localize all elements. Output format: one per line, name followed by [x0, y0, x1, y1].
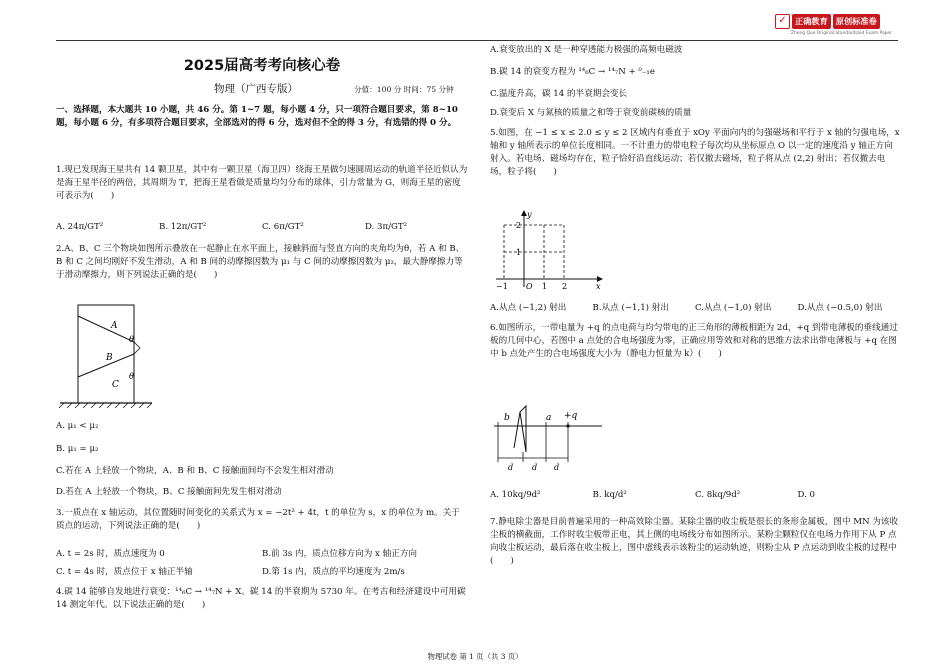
q1-options	[56, 221, 468, 234]
q5-option-a[interactable]: A.从点 (−1,2) 射出	[490, 303, 567, 313]
brand-tagline: Zheng Que Original Standardized Exam Paper	[791, 31, 892, 36]
q6-dim-d3: d	[554, 463, 560, 472]
q4-option-c[interactable]: C.温度升高，碳 14 的半衰期会变长	[490, 89, 628, 99]
subject-title: 物理（广西专版）	[214, 83, 298, 95]
q6-figure	[490, 402, 610, 474]
q5-tick-y1: 1	[516, 248, 522, 257]
q2-label-c: C	[112, 380, 119, 390]
q6-dim-d2: d	[532, 463, 538, 472]
page-footer: 物理试卷 第 1 页（共 3 页）	[427, 652, 523, 661]
q2-theta-bottom: θ	[129, 372, 134, 381]
q4-option-d[interactable]: D.衰变后 X 与氮核的质量之和等于衰变前碳核的质量	[490, 108, 692, 118]
q6-label-b: b	[504, 413, 510, 423]
q6-options	[490, 489, 900, 502]
header-rule	[56, 40, 898, 41]
page-title: 2025届高考考向核心卷	[183, 58, 341, 74]
q2-figure	[56, 302, 166, 412]
q6-option-d[interactable]: D. 0	[797, 490, 816, 500]
q3-stem: 3.一质点在 x 轴运动，其位置随时间变化的关系式为 x = −2t² + 4t，t 的单位为 s，x 的单位为 m。关于质点的运动，下列说法正确的是( )	[56, 508, 460, 531]
q2-wedge-tip	[134, 342, 140, 354]
exam-meta: 分值：100 分 时间：75 分钟	[354, 85, 454, 94]
q2-label-b: B	[106, 353, 113, 363]
q2-option-d[interactable]: D.若在 A 上轻放一个物块，B、C 接触面间先发生相对滑动	[56, 487, 282, 497]
q3-option-a[interactable]: A. t = 2s 时，质点速度为 0	[56, 549, 165, 559]
q5-y-label: y	[527, 210, 532, 219]
q5-option-b[interactable]: B.从点 (−1,1) 射出	[592, 303, 669, 313]
q4-option-b[interactable]: B.碳 14 的衰变方程为 ¹⁴₆C → ¹⁴₇N + ⁰₋₁e	[490, 67, 655, 77]
brand-logo	[775, 14, 892, 36]
q6-label-a: a	[546, 413, 552, 423]
q3-options-row2	[56, 566, 468, 579]
q5-figure	[490, 207, 610, 293]
q6-dim-d1: d	[508, 463, 514, 472]
q3-option-c[interactable]: C. t = 4s 时，质点位于 x 轴正半轴	[56, 567, 193, 577]
q5-x-label: x	[596, 282, 601, 291]
q2-option-c[interactable]: C.若在 A 上轻放一个物块，A、B 和 B、C 接触面间均不会发生相对滑动	[56, 466, 334, 476]
q5-origin-label: O	[526, 282, 533, 291]
q2-interface-ab	[78, 316, 134, 342]
check-icon: ✓	[775, 14, 790, 29]
q3-option-b[interactable]: B.前 3s 内，质点位移方向为 x 轴正方向	[262, 549, 418, 559]
q4-stem: 4.碳 14 能够自发地进行衰变：¹⁴₆C → ¹⁴₇N + X。碳 14 的半衰期为 5730 年。在考古和经济建设中可用碳 14 测定年代。以下说法正确的是( )	[56, 587, 466, 610]
q1-stem: 1.现已发现海王星共有 14 颗卫星，其中有一颗卫星（海卫四）绕海王星做匀速圆周运动的轨道半径近似认为是海王星半径的两倍，其周期为 T，把海王星看做是质量均匀分布的球体，引力常量为 G，则海王星的密度可表示为( )	[56, 165, 468, 201]
q5-grid	[504, 225, 564, 279]
brand-name-1: 正确教育	[792, 14, 831, 29]
q5-tick-x1: 1	[542, 282, 548, 291]
q5-option-c[interactable]: C.从点 (−1,0) 射出	[695, 303, 772, 313]
q6-option-c[interactable]: C. 8kq/9d²	[695, 490, 741, 500]
q6-dimension-ticks	[498, 422, 568, 462]
q5-option-d[interactable]: D.从点 (−0.5,0) 射出	[797, 303, 883, 313]
q5-tick-xm1: −1	[496, 282, 508, 291]
q5-tick-y2: 2	[516, 221, 522, 230]
q2-ground-hatch	[59, 403, 152, 408]
q1-option-b[interactable]: B. 12π/GT²	[159, 222, 207, 232]
q5-options	[490, 302, 900, 315]
q5-tick-x2: 2	[562, 282, 568, 291]
q2-theta-top: θ	[129, 335, 134, 344]
q2-option-a[interactable]: A. μ₁ < μ₂	[56, 421, 99, 431]
q2-option-b[interactable]: B. μ₁ = μ₂	[56, 444, 99, 454]
q6-plate-edge	[514, 412, 520, 448]
q6-option-a[interactable]: A. 10kq/9d²	[490, 490, 541, 500]
brand-name-2: 原创标准卷	[833, 14, 880, 29]
q4-option-a[interactable]: A.衰变放出的 X 是一种穿透能力极强的高频电磁波	[490, 45, 683, 55]
q6-triangle-plate	[520, 406, 526, 452]
section-instructions: 一、选择题，本大题共 10 小题，共 46 分。第 1~7 题，每小题 4 分，只一项符合题目要求，第 8~10 题，每小题 6 分，有多项符合题目要求，全部选对的得 6 分，选对但不全的得 3 分，有选错的得 0 分。	[56, 105, 458, 128]
q1-option-a[interactable]: A. 24π/GT²	[56, 222, 104, 232]
q6-stem: 6.如图所示，一带电量为 +q 的点电荷与均匀带电的正三角形的薄板相距为 2d，+q 到带电薄板的垂线通过板的几何中心，若图中 a 点处的合电场强度为零，正确应用等效和对称的思维方法求出带电薄板与 +q 在图中 b 点处产生的合电场强度大小为（静电力恒量为 k）( )	[490, 323, 898, 359]
q3-option-d[interactable]: D.第 1s 内，质点的平均速度为 2m/s	[262, 567, 405, 577]
q5-stem: 5.如图，在 −1 ≤ x ≤ 2.0 ≤ y ≤ 2 区域内有垂直于 xOy 平面向内的匀强磁场和平行于 x 轴的匀强电场，x 轴和 y 轴所表示的单位长度相同。一不计重力的带电粒子每次均从坐标原点 O 以一定的速度沿 y 轴正方向射入。若电场、磁场均存在，粒子恰好沿直线运动；若仅撤去磁场，粒子将从点 (2,2) 射出；若仅撤去电场，粒子将( )	[490, 128, 900, 177]
q6-option-b[interactable]: B. kq/d²	[592, 490, 627, 500]
q1-option-d[interactable]: D. 3π/GT²	[365, 222, 408, 232]
q2-label-a: A	[111, 321, 118, 331]
q1-option-c[interactable]: C. 6π/GT²	[262, 222, 304, 232]
q2-stem: 2.A、B、C 三个物块如图所示叠放在一起静止在水平面上，接触斜面与竖直方向的夹角均为θ，若 A 和 B、B 和 C 之间均刚好不发生滑动，A 和 B 间的动摩擦因数为 μ₁ 与 C 间的动摩擦因数为 μ₂，最大静摩擦力等于滑动摩擦力，则下列说法正确的是( )	[56, 244, 465, 280]
q3-options-row1	[56, 548, 468, 561]
q6-label-q: +q	[564, 411, 578, 421]
q7-stem: 7.静电除尘器是目前普遍采用的一种高效除尘器。某除尘器的收尘板是很长的条形金属板，图中 MN 为该收尘板的横截面，工作时收尘板带正电，其上侧的电场线分布如图所示。某粉尘颗粒仅在电场力作用下从 P 点向收尘板运动，最后落在收尘板上，图中虚线表示该粉尘的运动轨迹，则粉尘从 P 点运动到收尘板的过程中( )	[490, 517, 899, 566]
